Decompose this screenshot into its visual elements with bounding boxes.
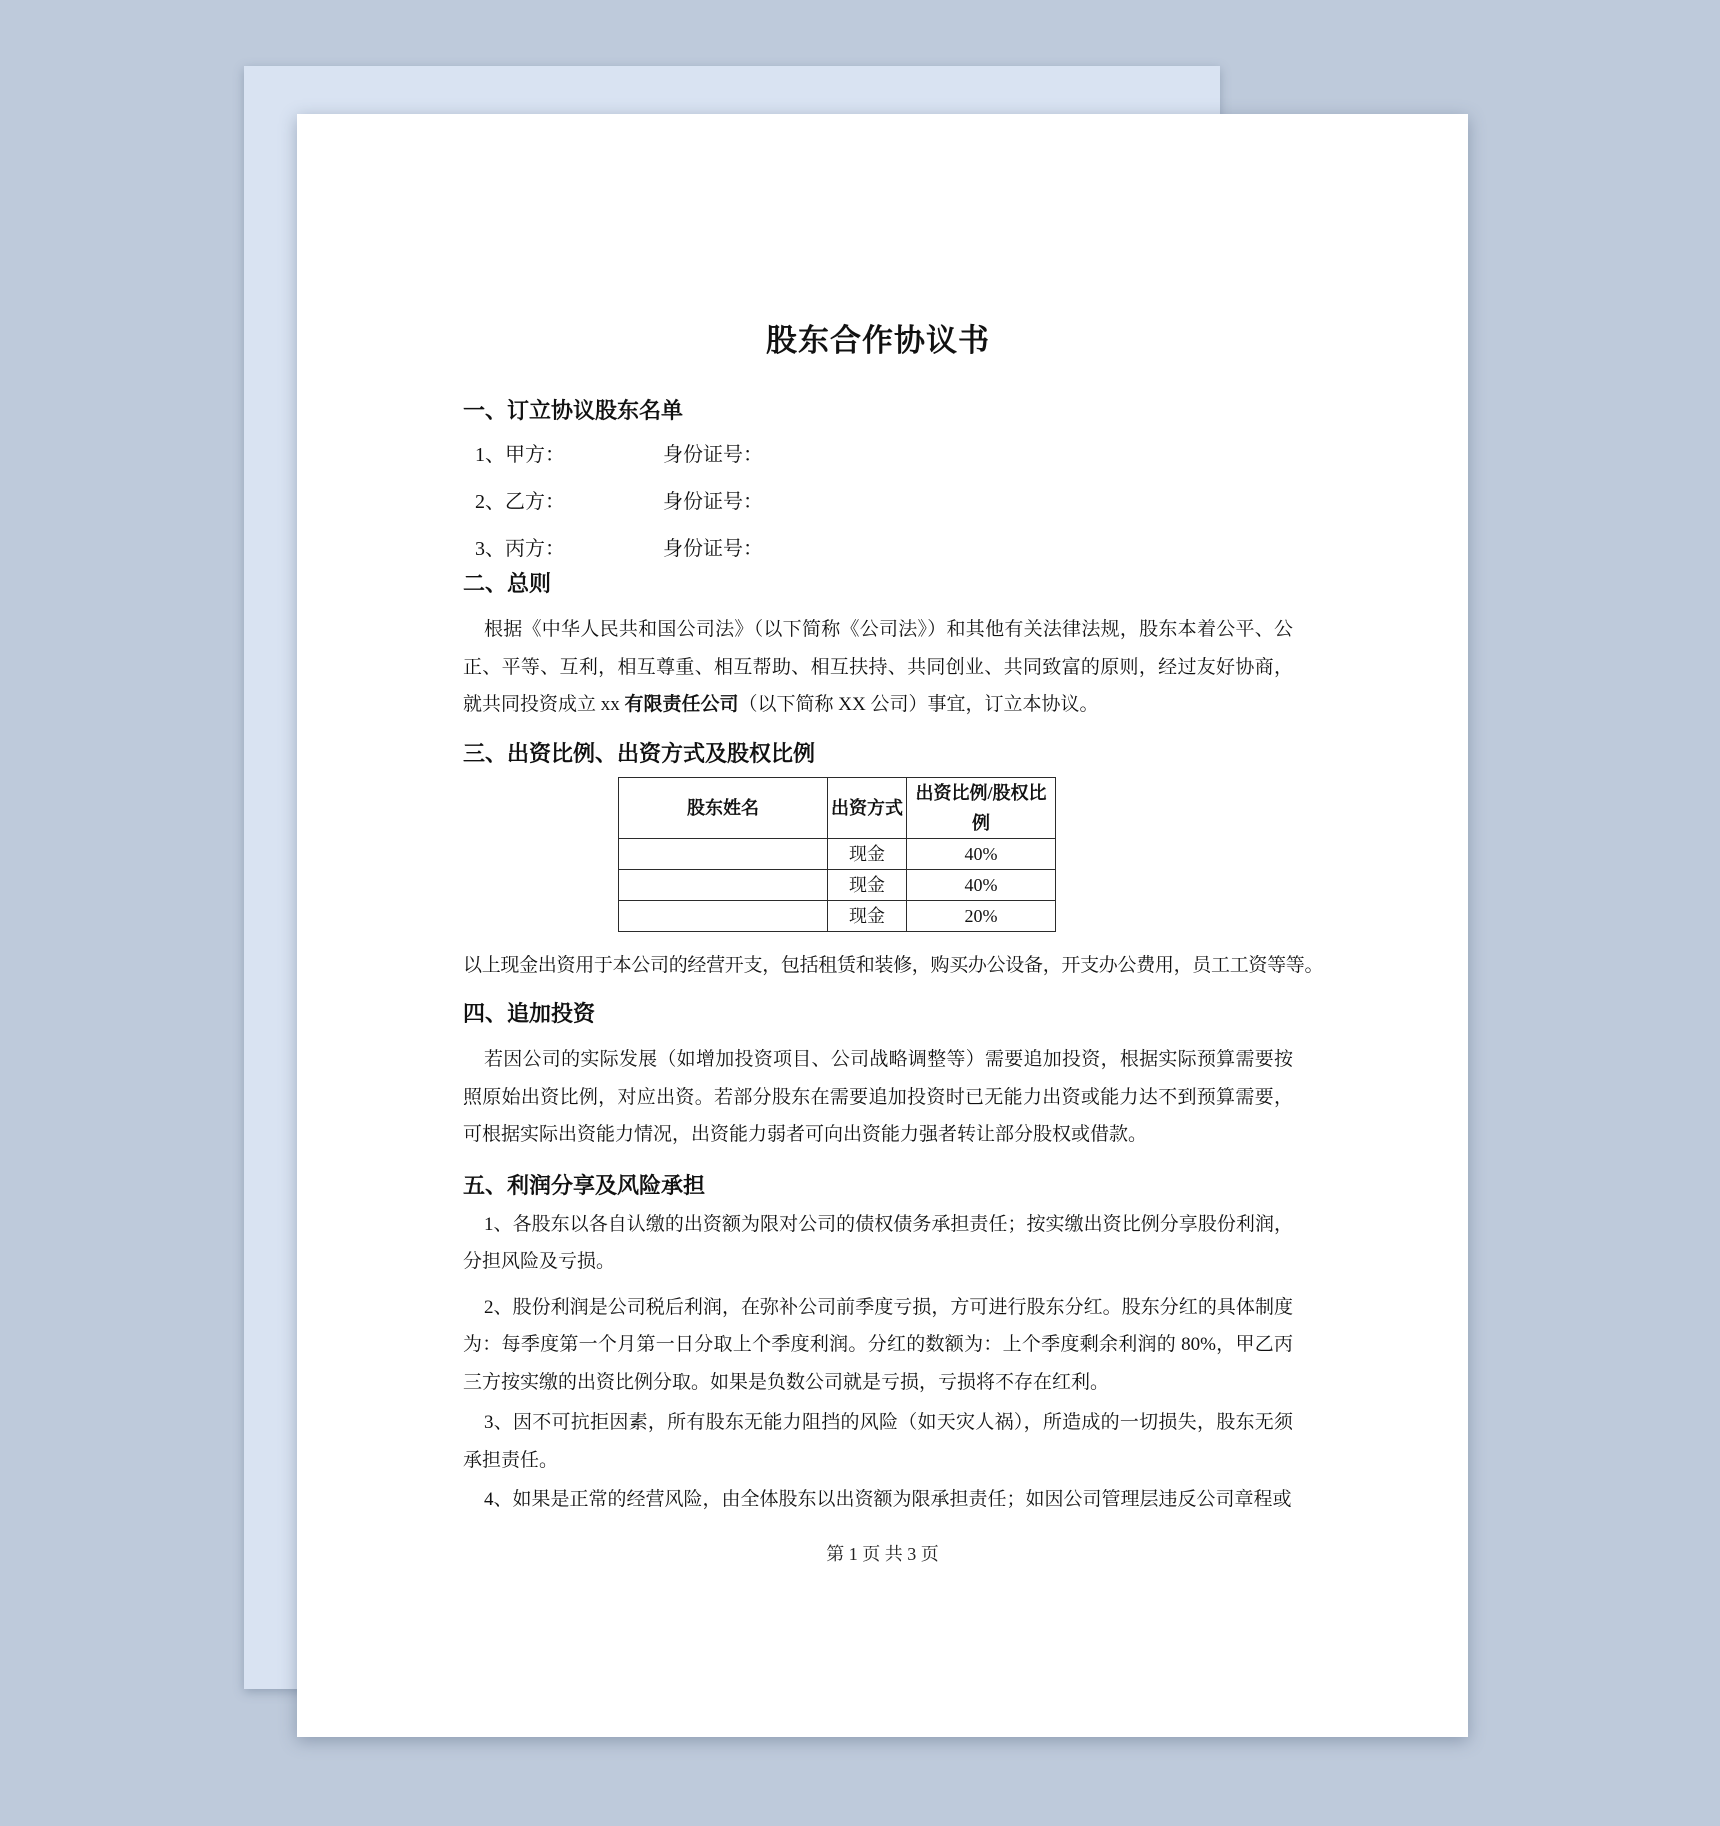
section-heading-profit-risk: 五、利润分享及风险承担: [463, 1172, 706, 1198]
cell-name-1: [619, 838, 828, 869]
section-heading-contribution: 三、出资比例、出资方式及股权比例: [463, 740, 816, 766]
party-c-label: 3、丙方：: [475, 538, 565, 560]
party-c-id-label: 身份证号：: [663, 538, 763, 560]
general-provisions-paragraph: [463, 611, 1293, 724]
header-contribution-method: 出资方式: [828, 777, 907, 838]
section-heading-additional-investment: 四、追加投资: [463, 1001, 596, 1026]
cell-ratio-2: 40%: [907, 869, 1056, 900]
profit-risk-item-1: 1、各股东以各自认缴的出资额为限对公司的债权债务承担责任；按实缴出资比例分享股份利润，分担风险及亏损。: [463, 1213, 1293, 1272]
general-provisions-text-post: （以下简称 XX 公司）事宜，订立本协议。: [738, 694, 1099, 715]
table-row: [619, 900, 1056, 931]
cash-usage-note: 以上现金出资用于本公司的经营开支，包括租赁和装修，购买办公设备，开支办公费用，员工工资等等。: [463, 954, 1324, 976]
party-a-id-label: 身份证号：: [663, 444, 763, 466]
document-title: 股东合作协议书: [766, 323, 990, 358]
section-heading-general-provisions: 二、总则: [463, 571, 552, 596]
party-row-c: [463, 538, 1293, 560]
profit-risk-item-2: 2、股份利润是公司税后利润，在弥补公司前季度亏损，方可进行股东分红。股东分红的具体制度为：每季度第一个月第一日分取上个季度利润。分红的数额为：上个季度剩余利润的 80%，甲乙丙三方按实缴的出资比例分取。如果是负数公司就是亏损，亏损将不存在红利。: [463, 1296, 1293, 1393]
general-provisions-text-pre: 根据《中华人民共和国公司法》（以下简称《公司法》）和其他有关法律法规，股东本着公平、公正、平等、互利，相互尊重、相互帮助、相互扶持、共同创业、共同致富的原则，经过友好协商，就共同投资成立 xx: [463, 619, 1293, 715]
party-row-b: [463, 491, 1293, 513]
cell-ratio-1: 40%: [907, 838, 1056, 869]
table-header-row: [619, 777, 1056, 838]
header-contribution-ratio: 出资比例/股权比例: [907, 777, 1056, 838]
party-b-id-label: 身份证号：: [663, 491, 763, 513]
cell-name-2: [619, 869, 828, 900]
cell-method-1: 现金: [828, 838, 907, 869]
company-name-bold: 有限责任公司: [624, 694, 739, 715]
table-row: [619, 838, 1056, 869]
contribution-table: [618, 777, 1056, 932]
cell-method-3: 现金: [828, 900, 907, 931]
party-row-a: [463, 444, 1293, 466]
profit-risk-item-3: 3、因不可抗拒因素，所有股东无能力阻挡的风险（如天灾人祸），所造成的一切损失，股东无须承担责任。: [463, 1412, 1293, 1471]
cell-method-2: 现金: [828, 869, 907, 900]
page-number-footer: 第 1 页 共 3 页: [826, 1544, 939, 1564]
cell-ratio-3: 20%: [907, 900, 1056, 931]
section-heading-parties: 一、订立协议股东名单: [463, 398, 684, 423]
party-list: [463, 444, 1293, 560]
header-shareholder-name: 股东姓名: [619, 777, 828, 838]
cell-name-3: [619, 900, 828, 931]
additional-investment-paragraph: 若因公司的实际发展（如增加投资项目、公司战略调整等）需要追加投资，根据实际预算需要按照原始出资比例，对应出资。若部分股东在需要追加投资时已无能力出资或能力达不到预算需要，可根据实际出资能力情况，出资能力弱者可向出资能力强者转让部分股权或借款。: [463, 1049, 1293, 1145]
document-page: [297, 114, 1468, 1737]
party-b-label: 2、乙方：: [475, 491, 565, 513]
party-a-label: 1、甲方：: [475, 444, 565, 466]
profit-risk-item-4: 4、如果是正常的经营风险，由全体股东以出资额为限承担责任；如因公司管理层违反公司章程或: [484, 1489, 1292, 1510]
table-row: [619, 869, 1056, 900]
